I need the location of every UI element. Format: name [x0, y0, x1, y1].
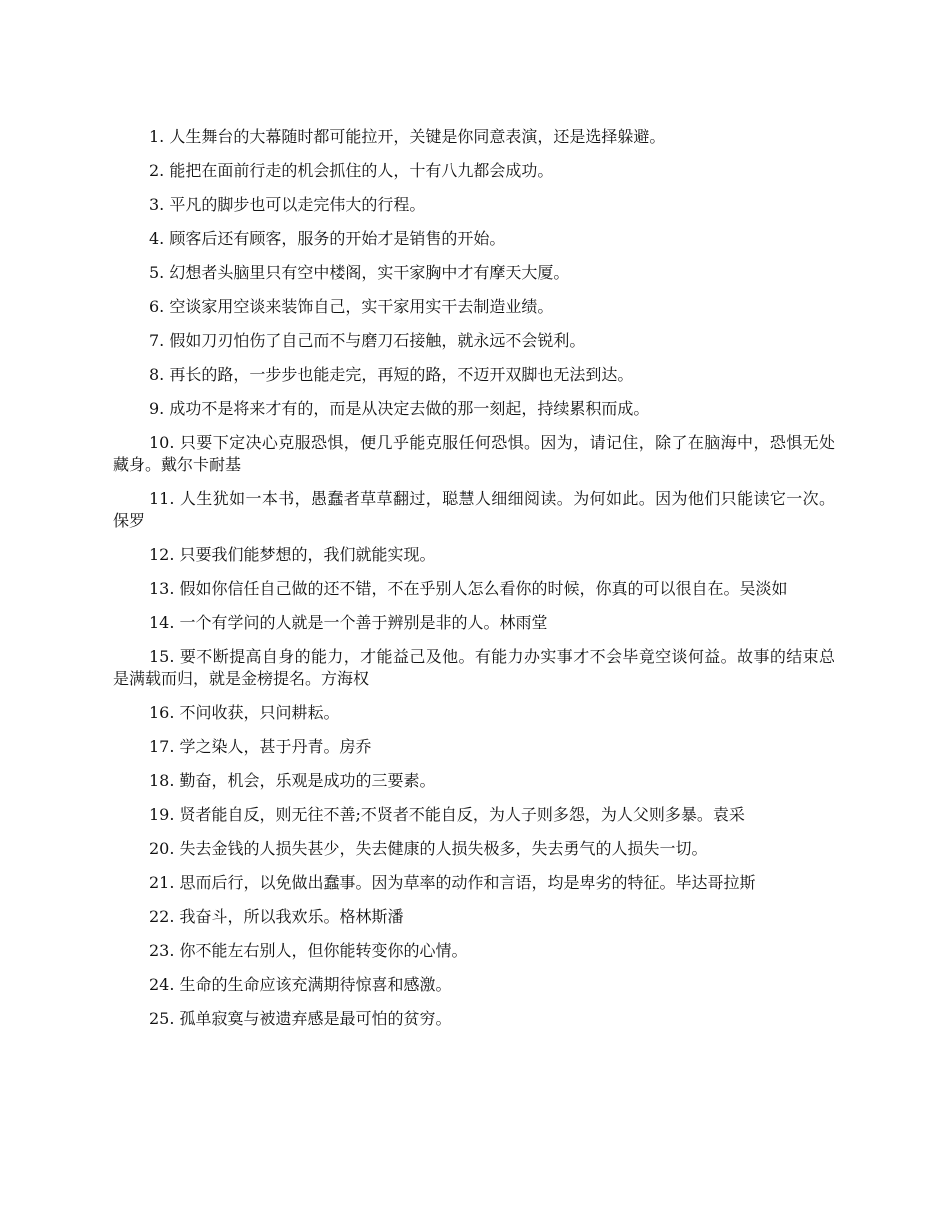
list-item: 22. 我奋斗，所以我欢乐。格林斯潘 [149, 907, 404, 926]
list-item: 13. 假如你信任自己做的还不错，不在乎别人怎么看你的时候，你真的可以很自在。吴淡如 [149, 579, 788, 598]
list-item: 12. 只要我们能梦想的，我们就能实现。 [149, 545, 436, 564]
quote-list [113, 126, 835, 1042]
list-item: 7. 假如刀刃怕伤了自己而不与磨刀石接触，就永远不会锐利。 [149, 331, 586, 350]
list-item: 25. 孤单寂寞与被遗弃感是最可怕的贫穷。 [149, 1009, 452, 1028]
list-item: 6. 空谈家用空谈来装饰自己，实干家用实干去制造业绩。 [149, 297, 554, 316]
list-item: 14. 一个有学问的人就是一个善于辨别是非的人。林雨堂 [149, 613, 548, 632]
list-item: 17. 学之染人，甚于丹青。房乔 [149, 737, 372, 756]
list-item: 3. 平凡的脚步也可以走完伟大的行程。 [149, 195, 426, 214]
list-item: 15. 要不断提高自身的能力，才能益己及他。有能力办实事才不会毕竟空谈何益。故事的结束总是满载而归，就是金榜提名。方海权 [113, 647, 835, 688]
list-item: 20. 失去金钱的人损失甚少，失去健康的人损失极多，失去勇气的人损失一切。 [149, 839, 708, 858]
list-item: 4. 顾客后还有顾客，服务的开始才是销售的开始。 [149, 229, 506, 248]
list-item: 24. 生命的生命应该充满期待惊喜和感激。 [149, 975, 452, 994]
list-item: 8. 再长的路，一步步也能走完，再短的路，不迈开双脚也无法到达。 [149, 365, 634, 384]
list-item: 18. 勤奋，机会，乐观是成功的三要素。 [149, 771, 436, 790]
list-item: 10. 只要下定决心克服恐惧，便几乎能克服任何恐惧。因为，请记住，除了在脑海中，恐惧无处藏身。戴尔卡耐基 [113, 433, 835, 474]
list-item: 11. 人生犹如一本书，愚蠢者草草翻过，聪慧人细细阅读。为何如此。因为他们只能读它一次。保罗 [113, 489, 835, 530]
list-item: 1. 人生舞台的大幕随时都可能拉开，关键是你同意表演，还是选择躲避。 [149, 127, 666, 146]
list-item: 16. 不问收获，只问耕耘。 [149, 703, 340, 722]
list-item: 23. 你不能左右别人，但你能转变你的心情。 [149, 941, 468, 960]
list-item: 5. 幻想者头脑里只有空中楼阁，实干家胸中才有摩天大厦。 [149, 263, 570, 282]
list-item: 9. 成功不是将来才有的，而是从决定去做的那一刻起，持续累积而成。 [149, 399, 650, 418]
list-item: 2. 能把在面前行走的机会抓住的人，十有八九都会成功。 [149, 161, 554, 180]
list-item: 21. 思而后行，以免做出蠢事。因为草率的动作和言语，均是卑劣的特征。毕达哥拉斯 [149, 873, 756, 892]
list-item: 19. 贤者能自反，则无往不善;不贤者不能自反，为人子则多怨，为人父则多暴。袁采 [149, 805, 745, 824]
